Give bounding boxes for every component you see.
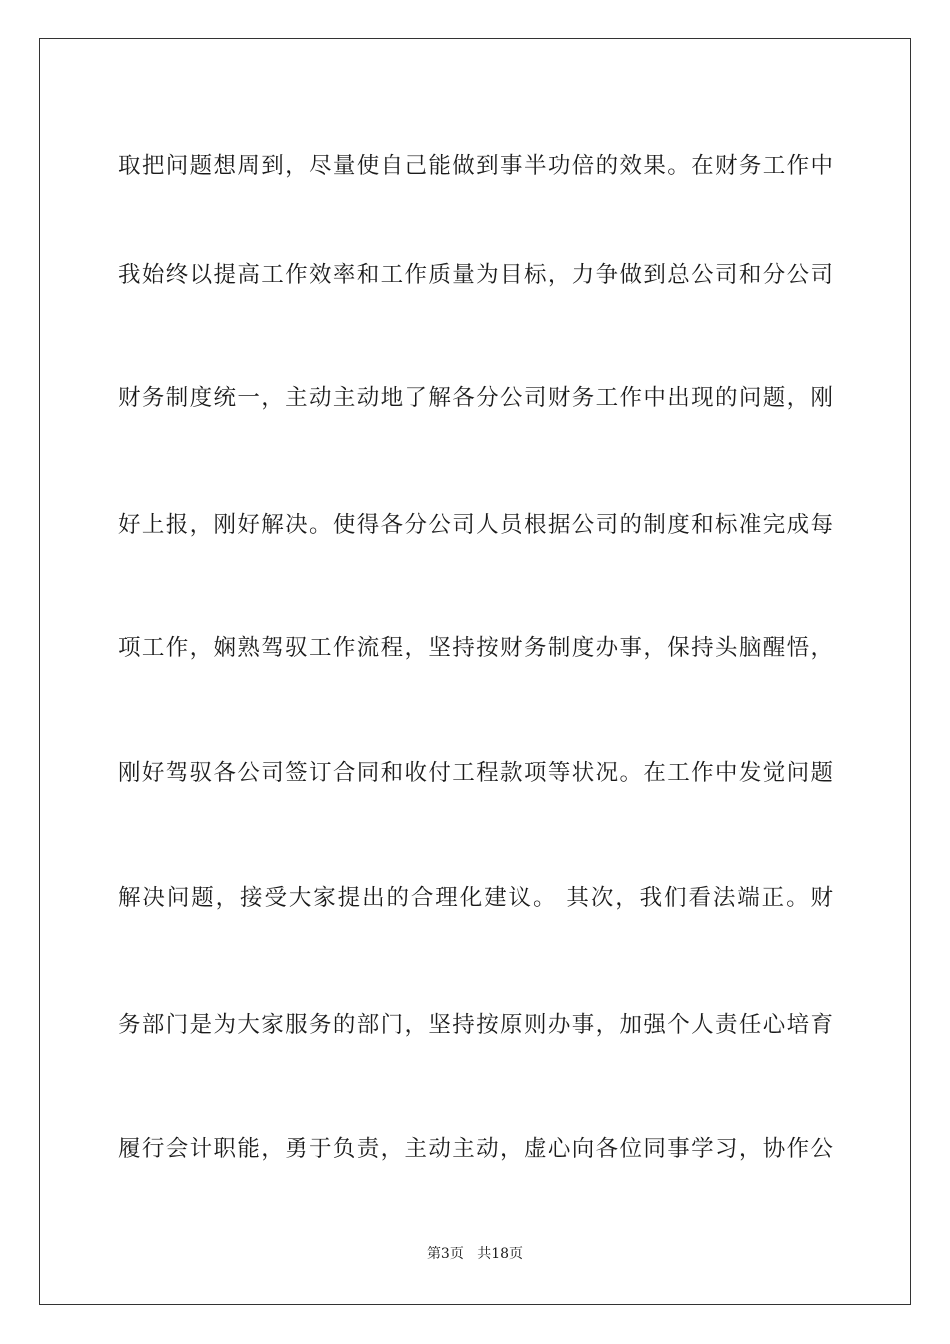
- paragraph-line: 务部门是为大家服务的部门，坚持按原则办事，加强个人责任心培育: [118, 1012, 833, 1038]
- total-page-count: 共18页: [477, 1246, 524, 1262]
- paragraph-line: 刚好驾驭各公司签订合同和收付工程款项等状况。在工作中发觉问题: [118, 760, 833, 786]
- paragraph-line: 履行会计职能，勇于负责，主动主动，虚心向各位同事学习，协作公: [118, 1136, 833, 1162]
- paragraph-line: 项工作，娴熟驾驭工作流程，坚持按财务制度办事，保持头脑醒悟，: [118, 635, 833, 661]
- paragraph-line: 我始终以提高工作效率和工作质量为目标，力争做到总公司和分公司: [118, 262, 833, 288]
- paragraph-line: 取把问题想周到，尽量使自己能做到事半功倍的效果。在财务工作中: [118, 153, 833, 179]
- page-border: [39, 38, 911, 1305]
- paragraph-line: 好上报，刚好解决。使得各分公司人员根据公司的制度和标准完成每: [118, 512, 833, 538]
- paragraph-line: 财务制度统一，主动主动地了解各分公司财务工作中出现的问题，刚: [118, 385, 833, 411]
- current-page-number: 第3页: [426, 1246, 464, 1262]
- paragraph-line: 解决问题，接受大家提出的合理化建议。 其次，我们看法端正。财: [118, 885, 833, 911]
- page-footer: [0, 1244, 950, 1264]
